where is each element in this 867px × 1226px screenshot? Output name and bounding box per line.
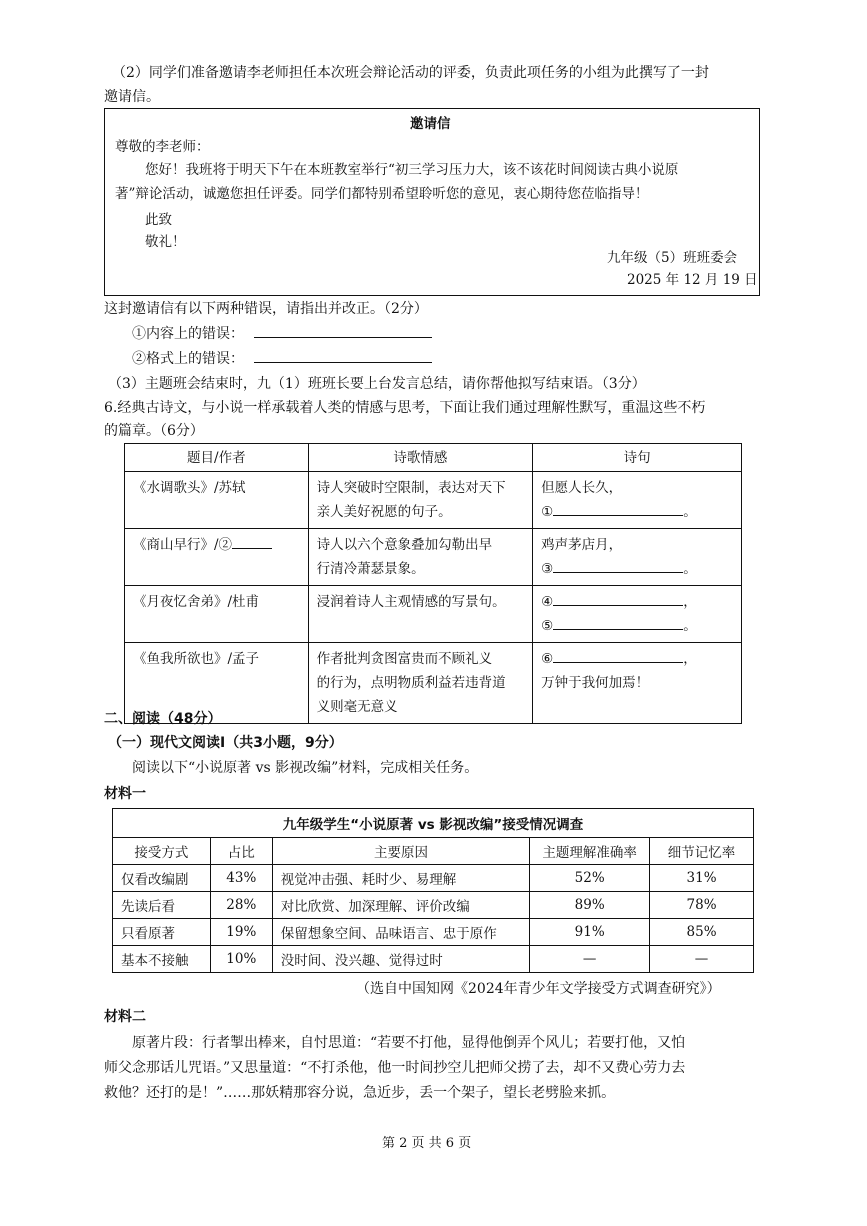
blank-6[interactable] <box>553 648 683 663</box>
content-error-label: ①内容上的错误： <box>132 326 244 342</box>
material-two-label: 材料二 <box>104 1009 146 1025</box>
poem-title: 《月夜忆舍弟》/杜甫 <box>125 586 309 643</box>
letter-signature: 九年级（5）班班委会 <box>607 250 738 266</box>
poem-row-shuidiao <box>125 472 742 529</box>
q6-line2: 的篇章。（6分） <box>104 423 204 439</box>
reading-subsection-title: （一）现代文阅读Ⅰ（共3小题，9分） <box>108 735 343 751</box>
survey-cell: 仅看改编剧 <box>113 865 211 892</box>
excerpt-line3: 救他？还打的是！”……那妖精那容分说，急近步，丢一个架子，望长老劈脸来抓。 <box>104 1085 616 1101</box>
poem-verse: 鸡声茅店月， ③ 。 <box>533 529 742 586</box>
survey-cell: 先读后看 <box>113 892 211 919</box>
survey-cell: 78% <box>650 892 754 919</box>
page-footer: 第 2 页 共 6 页 <box>382 1136 472 1151</box>
content-error-row <box>132 323 432 345</box>
survey-cell: 85% <box>650 919 754 946</box>
errors-prompt: 这封邀请信有以下两种错误，请指出并改正。（2分） <box>104 301 428 317</box>
blank-3[interactable] <box>553 558 683 573</box>
survey-cell: 89% <box>530 892 650 919</box>
format-error-row <box>132 348 432 370</box>
reading-section-title: 二、阅读（48分） <box>104 711 222 727</box>
survey-header: 主题理解准确率 <box>530 838 650 865</box>
blank-2-author[interactable] <box>232 534 272 549</box>
survey-row <box>113 892 754 919</box>
survey-row <box>113 865 754 892</box>
survey-cell: — <box>530 946 650 973</box>
survey-cell: 视觉冲击强、耗时少、易理解 <box>272 865 529 892</box>
poem-emotion: 诗人以六个意象叠加勾勒出早 行清冷萧瑟景象。 <box>308 529 533 586</box>
header-verse: 诗句 <box>533 444 742 472</box>
poem-row-shangshan <box>125 529 742 586</box>
poem-title: 《鱼我所欲也》/孟子 <box>125 643 309 724</box>
survey-header-row <box>113 838 754 865</box>
poem-verse: 但愿人长久， ① 。 <box>533 472 742 529</box>
poem-title: 《商山早行》/② <box>125 529 309 586</box>
survey-cell: — <box>650 946 754 973</box>
letter-date: 2025 年 12 月 19 日 <box>627 272 758 288</box>
survey-cell: 52% <box>530 865 650 892</box>
survey-cell: 10% <box>210 946 272 973</box>
blank-1[interactable] <box>553 501 683 516</box>
format-error-label: ②格式上的错误： <box>132 351 244 367</box>
format-error-answer-blank[interactable] <box>254 348 432 363</box>
survey-source: （选自中国知网《2024年青少年文学接受方式调查研究》） <box>356 981 721 997</box>
q6-line1: 6.经典古诗文，与小说一样承载着人类的情感与思考，下面让我们通过理解性默写，重温这些不朽 <box>104 400 706 416</box>
survey-caption: 九年级学生“小说原著 vs 影视改编”接受情况调查 <box>113 809 754 838</box>
poem-emotion: 作者批判贪图富贵而不顾礼义 的行为，点明物质利益若违背道 义则毫无意义 <box>308 643 533 724</box>
letter-closing2: 敬礼！ <box>145 234 186 250</box>
survey-cell: 43% <box>210 865 272 892</box>
q2-line2: 邀请信。 <box>104 89 160 105</box>
blank-4[interactable] <box>553 591 683 606</box>
survey-cell: 31% <box>650 865 754 892</box>
header-title-author: 题目/作者 <box>125 444 309 472</box>
survey-table <box>112 808 754 973</box>
material-one-label: 材料一 <box>104 786 146 802</box>
survey-cell: 28% <box>210 892 272 919</box>
letter-closing1: 此致 <box>145 212 172 228</box>
blank-5[interactable] <box>553 615 683 630</box>
q3: （3）主题班会结束时，九（1）班班长要上台发言总结，请你帮他拟写结束语。（3分） <box>108 376 646 392</box>
poem-verse: ⑥ ， 万钟于我何加焉！ <box>533 643 742 724</box>
poem-title: 《水调歌头》/苏轼 <box>125 472 309 529</box>
poem-emotion: 浸润着诗人主观情感的写景句。 <box>308 586 533 643</box>
survey-header: 接受方式 <box>113 838 211 865</box>
poem-verse: ④ ， ⑤ 。 <box>533 586 742 643</box>
survey-row <box>113 946 754 973</box>
letter-title: 邀请信 <box>410 116 451 132</box>
survey-header: 主要原因 <box>272 838 529 865</box>
survey-cell: 只看原著 <box>113 919 211 946</box>
excerpt-line1: 原著片段：行者掣出棒来，自忖思道：“若要不打他，显得他倒弄个风儿；若要打他，又怕 <box>132 1035 686 1051</box>
poem-table-header <box>125 444 742 472</box>
q2-line1: （2）同学们准备邀请李老师担任本次班会辩论活动的评委，负责此项任务的小组为此撰写了一封 <box>112 65 709 81</box>
survey-cell: 保留想象空间、品味语言、忠于原作 <box>272 919 529 946</box>
survey-cell: 19% <box>210 919 272 946</box>
survey-cell: 没时间、没兴趣、觉得过时 <box>272 946 529 973</box>
invitation-letter-box <box>104 108 760 296</box>
survey-row <box>113 919 754 946</box>
letter-body-line1: 您好！我班将于明天下午在本班教室举行“初三学习压力大，该不该花时间阅读古典小说原 <box>145 162 679 178</box>
letter-body-line2: 著”辩论活动，诚邀您担任评委。同学们都特别希望聆听您的意见，衷心期待您莅临指导！ <box>115 186 649 202</box>
survey-cell: 基本不接触 <box>113 946 211 973</box>
survey-cell: 91% <box>530 919 650 946</box>
excerpt-line2: 师父念那话儿咒语。”又思量道：“不打杀他，他一时间抄空儿把师父捞了去，却不又费心劳力去 <box>104 1060 686 1076</box>
poem-table <box>124 443 742 724</box>
header-emotion: 诗歌情感 <box>308 444 533 472</box>
poem-emotion: 诗人突破时空限制，表达对天下 亲人美好祝愿的句子。 <box>308 472 533 529</box>
survey-cell: 对比欣赏、加深理解、评价改编 <box>272 892 529 919</box>
content-error-answer-blank[interactable] <box>254 323 432 338</box>
survey-header: 占比 <box>210 838 272 865</box>
survey-header: 细节记忆率 <box>650 838 754 865</box>
reading-intro: 阅读以下“小说原著 vs 影视改编”材料，完成相关任务。 <box>132 760 479 776</box>
letter-salutation: 尊敬的李老师： <box>115 139 210 155</box>
poem-row-yueye <box>125 586 742 643</box>
